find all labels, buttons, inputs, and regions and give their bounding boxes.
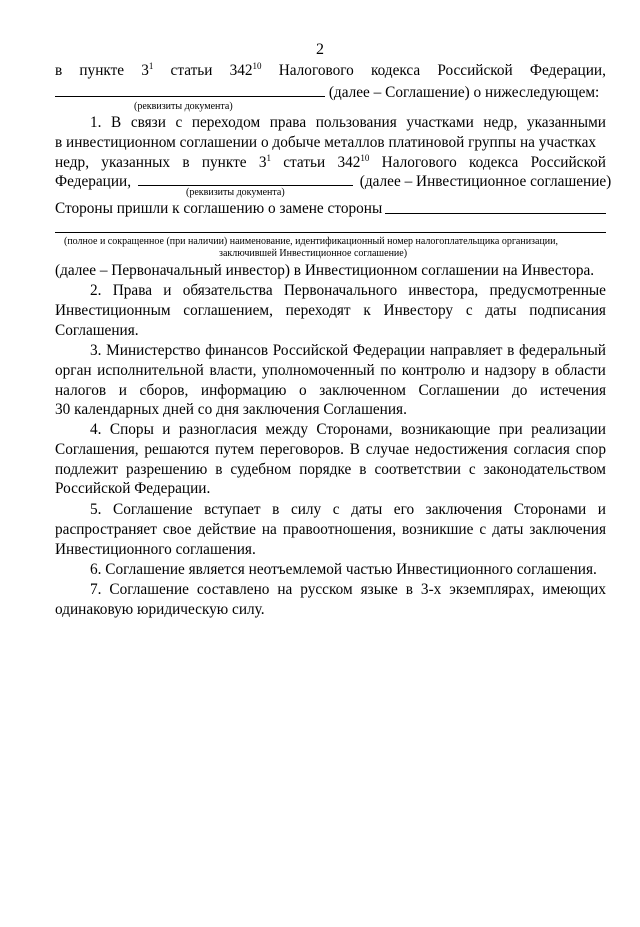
word: пункте (201, 154, 247, 171)
word: и (163, 282, 172, 299)
word: законодательством (483, 461, 606, 478)
superscript: 1 (148, 61, 154, 71)
word: возникающие (400, 421, 491, 438)
word: информацию (200, 382, 287, 399)
word: Федерации, (529, 62, 606, 79)
word: при (498, 421, 523, 438)
word: до (512, 382, 528, 399)
word: в (55, 62, 63, 79)
word: путем (215, 441, 255, 458)
word: переходом (191, 114, 261, 131)
word: области (554, 362, 606, 379)
word: обязательства (182, 282, 273, 299)
word: заключенном (319, 382, 406, 399)
word: федеральный (519, 342, 606, 359)
p2-line-1 (90, 281, 606, 301)
superscript: 10 (252, 61, 262, 71)
word: Налогового (381, 154, 457, 171)
p1-line-6: (далее – Первоначальный инвестор) в Инвестиционном соглашении на Инвестора. (55, 262, 595, 279)
p6-line-1: 6. Соглашение является неотъемлемой частью Инвестиционного соглашения. (90, 561, 597, 578)
p1-line-5-text: Стороны пришли к соглашению о замене стороны (55, 200, 383, 217)
word: Российской (530, 154, 606, 171)
word: даты (492, 521, 524, 538)
word: В (349, 441, 360, 458)
word: недостижения (414, 441, 508, 458)
word-with-sup (141, 61, 153, 81)
word: в (405, 581, 413, 598)
word: Соглашение (113, 501, 193, 518)
word: в (215, 461, 223, 478)
word: уполномоченный (262, 362, 375, 379)
word: с (479, 521, 487, 538)
word: случае (365, 441, 410, 458)
word: правоотношения, (282, 521, 397, 538)
word: направляет (429, 342, 503, 359)
word: 2. (90, 282, 102, 299)
p1-line-3 (55, 153, 606, 173)
word: и (162, 421, 171, 438)
word: судебном (230, 461, 292, 478)
word: 7. (90, 581, 102, 598)
word: в (182, 154, 190, 171)
word: власти, (209, 362, 257, 379)
word: указанными (526, 114, 606, 131)
word: и (597, 501, 606, 518)
word: Сторонами (513, 501, 587, 518)
word: языке (360, 581, 398, 598)
word: с (332, 501, 340, 518)
p7-line-2: одинаковую юридическую силу. (55, 601, 265, 618)
word: порядке (299, 461, 352, 478)
word: составлено (196, 581, 270, 598)
word: статьи (283, 154, 326, 171)
word: 1. (90, 114, 102, 131)
word: переговоров. (259, 441, 344, 458)
word: силу (290, 501, 322, 518)
word: предусмотренные (489, 282, 606, 299)
word: в (507, 342, 515, 359)
p3-line-4: 30 календарных дней со дня заключения Соглашения. (55, 401, 407, 418)
caption-organization-2: заключившей Инвестиционное соглашение) (219, 248, 408, 259)
word: налогов (55, 382, 107, 399)
word: участками (406, 114, 474, 131)
p1-line-4-tail: (далее – Инвестиционное соглашение) (359, 173, 612, 190)
word: по (380, 362, 397, 379)
word: недр, (55, 154, 90, 171)
word: на (261, 521, 277, 538)
word: с (468, 461, 476, 478)
word: Инвестиционным (55, 302, 171, 319)
word: и (470, 362, 480, 379)
p3-line-1 (90, 341, 606, 361)
intro-line-2-text: (далее – Соглашение) о нижеследующем: (328, 84, 600, 101)
word: орган (55, 362, 92, 379)
word: Соглашение (109, 581, 189, 598)
word: указанных (101, 154, 171, 171)
word: 3. (90, 342, 102, 359)
word: вступает (204, 501, 261, 518)
word: к (363, 302, 371, 319)
word: контролю (401, 362, 466, 379)
p3-line-3 (55, 381, 606, 401)
p2-line-3: Соглашения. (55, 322, 139, 339)
p4-line-2 (55, 440, 606, 460)
word: даты (351, 501, 383, 518)
word: с (175, 114, 183, 131)
word: заключения (529, 521, 606, 538)
word: права (269, 114, 307, 131)
word: разрешению (125, 461, 208, 478)
word: подлежит (55, 461, 119, 478)
p2-line-2 (55, 301, 606, 321)
word: 5. (90, 501, 102, 518)
word: связи (130, 114, 166, 131)
word: экземплярах, (449, 581, 535, 598)
word: Права (112, 282, 153, 299)
p7-line-1 (90, 580, 606, 600)
word: реализации (531, 421, 606, 438)
word: имеющих (542, 581, 606, 598)
word: между (265, 421, 308, 438)
word: и (118, 382, 127, 399)
word: инвестора, (408, 282, 479, 299)
word: 3-х (420, 581, 442, 598)
word: статьи (170, 62, 213, 79)
superscript: 10 (360, 153, 370, 163)
word: соглашением, (183, 302, 273, 319)
blank-document-details (55, 82, 325, 97)
word: Соглашения, (55, 441, 139, 458)
word: кодекса (370, 62, 421, 79)
word: В (111, 114, 122, 131)
word: 342 (229, 62, 253, 79)
word: решаются (144, 441, 210, 458)
word: Соглашении (418, 382, 500, 399)
blank-organization-name (55, 232, 606, 233)
word: в (541, 362, 550, 379)
p1-line-4 (55, 171, 612, 192)
word: на (277, 581, 293, 598)
word: даты (485, 302, 517, 319)
word: надзору (484, 362, 537, 379)
word: его (393, 501, 415, 518)
caption-document-details-1: (реквизиты документа) (134, 101, 233, 112)
word: подписания (529, 302, 606, 319)
word: Российской (272, 342, 349, 359)
p5-line-1 (90, 500, 606, 520)
word: $342^{10}$ (337, 153, 370, 171)
word: в (359, 461, 367, 478)
word: Налогового (278, 62, 354, 79)
page-number: 2 (316, 41, 324, 58)
word: Сторонами, (316, 421, 393, 438)
word: кодекса (469, 154, 519, 171)
caption-document-details-2: (реквизиты документа) (186, 187, 285, 198)
word: Инвестору (383, 302, 454, 319)
word: Споры (109, 421, 154, 438)
word: действие (197, 521, 256, 538)
word: финансов (205, 342, 269, 359)
word: Первоначального (283, 282, 398, 299)
intro-line-1 (55, 61, 606, 81)
word: Российской (437, 62, 513, 79)
word: Министерство (106, 342, 201, 359)
p1-line-1 (90, 113, 606, 133)
word: заключения (425, 501, 503, 518)
p1-line-4-head: Федерации, (55, 173, 132, 190)
p4-line-3 (55, 460, 606, 480)
word-with-sup (230, 61, 262, 81)
superscript: 1 (266, 153, 271, 163)
word: согласия (513, 441, 570, 458)
word: пункте (79, 62, 125, 79)
word: разногласия (178, 421, 258, 438)
intro-line-2 (55, 82, 606, 103)
word: распространяет (55, 521, 157, 538)
word: сборов, (139, 382, 189, 399)
word: истечения (540, 382, 606, 399)
word: 4. (90, 421, 102, 438)
word: в (272, 501, 280, 518)
p4-line-4: Российской Федерации. (55, 480, 211, 497)
p1-line-2: в инвестиционном соглашении о добыче металлов платиновой группы на участках (55, 134, 597, 151)
word: русском (300, 581, 353, 598)
p5-line-3: Инвестиционного соглашения. (55, 541, 256, 558)
word: Федерации (352, 342, 426, 359)
p5-line-2 (55, 520, 606, 540)
word: $3^1$ (258, 153, 271, 171)
word: с (465, 302, 473, 319)
word: пользования (315, 114, 397, 131)
word: исполнительной (97, 362, 204, 379)
word: соответствии (374, 461, 461, 478)
p4-line-1 (90, 420, 606, 440)
p1-line-5 (55, 199, 606, 219)
word: 3 (141, 62, 149, 79)
word: о (299, 382, 307, 399)
blank-party (385, 213, 606, 214)
word: возникшие (402, 521, 474, 538)
word: свое (162, 521, 192, 538)
caption-organization-1: (полное и сокращенное (при наличии) наименование, идентификационный номер налогоплательщика организации, (64, 236, 559, 247)
word: переходят (285, 302, 351, 319)
blank-investment-agreement-details (138, 171, 353, 186)
word: спор (575, 441, 606, 458)
p3-line-2 (55, 361, 606, 381)
word: недр, (483, 114, 518, 131)
